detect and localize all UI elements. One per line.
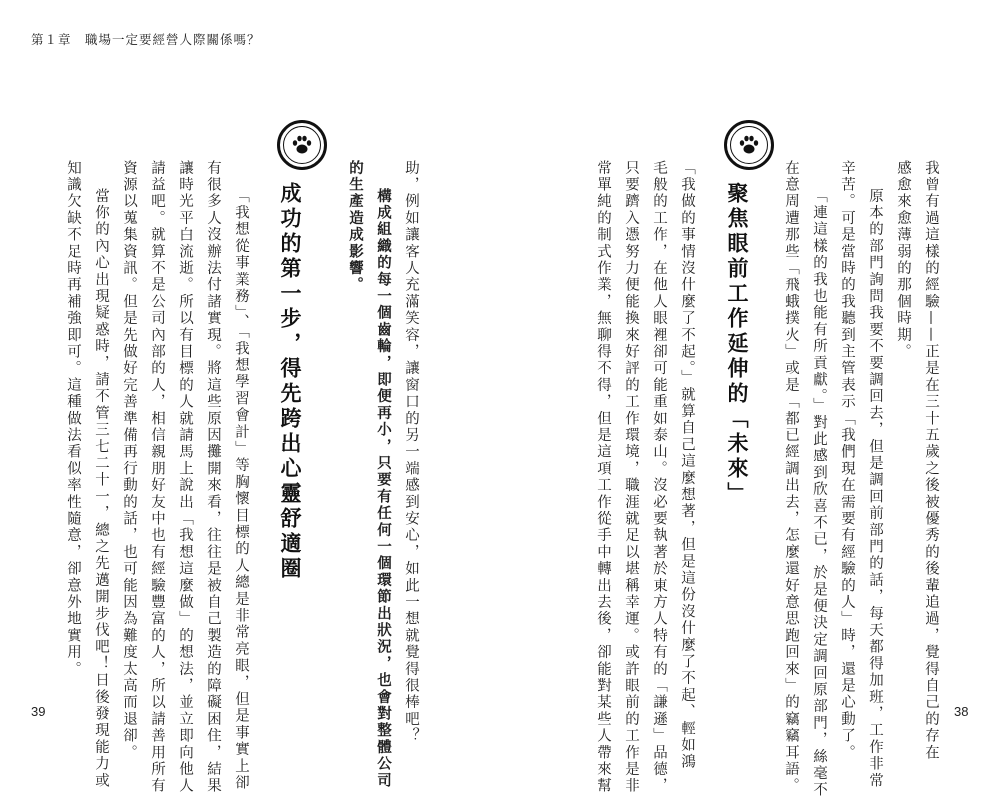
running-header: 第１章 職場一定要經營人際關係嗎？ xyxy=(31,32,261,47)
body-line: 辛苦。可是當時的我聽到主管表示「我們現在需要有經驗的人」時，還是心動了。 xyxy=(839,160,855,762)
body-line: 「我想從事業務」、「我想學習會計」等胸懷目標的人總是非常亮眼，但是事實上卻 xyxy=(233,188,249,792)
body-line: 資源以蒐集資訊。但是先做好完善準備再行動的話，也可能因為難度太高而退卻。 xyxy=(121,160,137,762)
body-line-emphasis: 構成組織的每一個齒輪，即便再小，只要有任何一個環節出狀況，也會對整體公司 xyxy=(375,188,391,790)
body-line: 在意周遭那些「飛蛾撲火」或是「都已經調出去，怎麼還好意思跑回來」的竊竊耳語。 xyxy=(783,160,799,795)
body-line-emphasis: 的生產造成影響。 xyxy=(347,160,363,294)
body-line: 原本的部門詢問我要不要調回去，但是調回前部門的話，每天都得加班，工作非常 xyxy=(867,188,883,790)
body-line: 「我做的事情沒什麼了不起。」就算自己這麼想著，但是這份沒什麼了不起、輕如鴻 xyxy=(679,160,695,771)
body-line: 感愈來愈薄弱的那個時期。 xyxy=(895,160,911,361)
body-line: 請益吧。就算不是公司內部的人，相信親朋好友中也有經驗豐富的人，所以請善用所有 xyxy=(149,160,165,795)
body-line: 助，例如讓客人充滿笑容，讓窗口的另一端感到安心，如此一想就覺得很棒吧？ xyxy=(403,160,419,745)
body-line: 常單純的制式作業，無聊得不得，但是這項工作從手中轉出去後，卻能對某些人帶來幫 xyxy=(595,160,611,795)
body-line: 毛般的工作，在他人眼裡卻可能重如泰山。沒必要執著於東方人特有的「謙遜」品德， xyxy=(651,160,667,795)
section-heading: 聚焦眼前工作延伸的「未來」 xyxy=(725,182,749,507)
body-line: 只要躋入憑努力便能換來好評的工作環境，職涯就足以堪稱幸運。或許眼前的工作是非 xyxy=(623,160,639,795)
paw-print-icon xyxy=(277,120,327,170)
page-number-left: 39 xyxy=(31,704,46,719)
paw-print-icon xyxy=(724,120,774,170)
body-line: 「連這樣的我也能有所貢獻。」對此感到欣喜不已，於是便決定調回原部門，絲毫不 xyxy=(811,188,827,799)
body-line: 有很多人沒辦法付諸實現。將這些原因攤開來看，往往是被自己製造的障礙困住，結果 xyxy=(205,160,221,795)
body-line: 當你的內心出現疑惑時，請不管三七二十一，總之先邁開步伐吧！日後發現能力或 xyxy=(93,188,109,790)
section-heading: 成功的第一步，得先跨出心靈舒適圈 xyxy=(278,182,302,582)
body-line: 讓時光平白流逝。所以有目標的人就請馬上說出「我想這麼做」的想法，並立即向他人 xyxy=(177,160,193,795)
page-number-right: 38 xyxy=(954,704,969,719)
body-line: 知識欠缺不足時再補強即可。這種做法看似率性隨意，卻意外地實用。 xyxy=(65,160,81,678)
body-line: 我曾有過這樣的經驗——正是在三十五歲之後被優秀的後輩追過，覺得自己的存在 xyxy=(923,160,939,762)
